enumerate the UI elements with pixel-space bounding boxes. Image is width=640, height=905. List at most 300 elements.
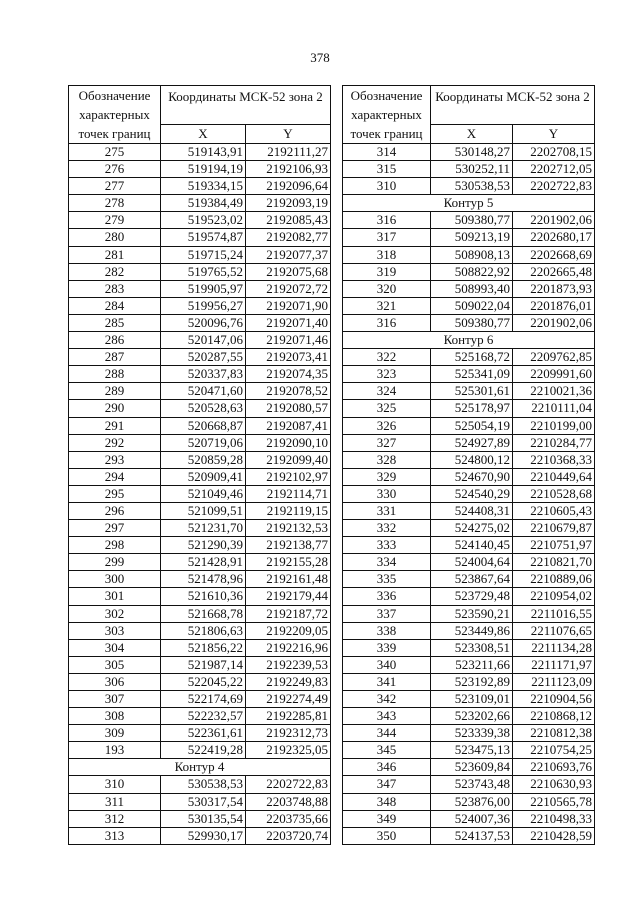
coord-y: 2192274,49 xyxy=(246,691,331,708)
point-number: 286 xyxy=(69,332,161,349)
table-row xyxy=(343,588,595,605)
point-number: 303 xyxy=(69,622,161,639)
table-row xyxy=(343,144,595,161)
point-number: 276 xyxy=(69,161,161,178)
point-number: 277 xyxy=(69,178,161,195)
point-number: 331 xyxy=(343,502,431,519)
coord-x: 525054,19 xyxy=(431,417,513,434)
coord-x: 520337,83 xyxy=(161,366,246,383)
table-row xyxy=(343,161,595,178)
point-number: 301 xyxy=(69,588,161,605)
point-number: 317 xyxy=(343,229,431,246)
table-row xyxy=(343,417,595,434)
header-designation: Обозначение характерных точек границ xyxy=(343,86,431,144)
coord-x: 521290,39 xyxy=(161,537,246,554)
point-number: 339 xyxy=(343,639,431,656)
point-number: 333 xyxy=(343,537,431,554)
table-row xyxy=(343,673,595,690)
table-row xyxy=(69,434,331,451)
coord-x: 525301,61 xyxy=(431,383,513,400)
coord-y: 2202708,15 xyxy=(513,144,595,161)
coord-y: 2192073,41 xyxy=(246,349,331,366)
table-row xyxy=(343,297,595,314)
table-row xyxy=(69,588,331,605)
table-row xyxy=(343,810,595,827)
coord-y: 2211076,65 xyxy=(513,622,595,639)
coord-x: 522045,22 xyxy=(161,673,246,690)
point-number: 321 xyxy=(343,297,431,314)
contour-row xyxy=(343,332,595,349)
coord-y: 2192179,44 xyxy=(246,588,331,605)
table-row xyxy=(343,263,595,280)
coord-x: 508993,40 xyxy=(431,280,513,297)
coord-x: 521428,91 xyxy=(161,554,246,571)
coord-x: 521231,70 xyxy=(161,520,246,537)
point-number: 282 xyxy=(69,263,161,280)
point-number: 280 xyxy=(69,229,161,246)
coord-y: 2210868,12 xyxy=(513,708,595,725)
coord-x: 522361,61 xyxy=(161,725,246,742)
coord-x: 520909,41 xyxy=(161,468,246,485)
point-number: 293 xyxy=(69,451,161,468)
coord-y: 2192099,40 xyxy=(246,451,331,468)
coord-x: 521668,78 xyxy=(161,605,246,622)
point-number: 328 xyxy=(343,451,431,468)
coord-x: 509380,77 xyxy=(431,314,513,331)
header-x: X xyxy=(161,124,246,143)
point-number: 295 xyxy=(69,485,161,502)
coord-x: 525178,97 xyxy=(431,400,513,417)
coord-x: 522232,57 xyxy=(161,708,246,725)
coord-x: 520719,06 xyxy=(161,434,246,451)
coord-y: 2192285,81 xyxy=(246,708,331,725)
table-body-left xyxy=(69,144,331,845)
point-number: 330 xyxy=(343,485,431,502)
coord-y: 2192138,77 xyxy=(246,537,331,554)
table-row xyxy=(343,520,595,537)
table-row xyxy=(343,178,595,195)
table-row xyxy=(343,537,595,554)
coord-x: 530148,27 xyxy=(431,144,513,161)
coord-y: 2192071,40 xyxy=(246,314,331,331)
coord-x: 524140,45 xyxy=(431,537,513,554)
coord-y: 2210812,38 xyxy=(513,725,595,742)
point-number: 332 xyxy=(343,520,431,537)
coord-y: 2210904,56 xyxy=(513,691,595,708)
coord-y: 2192161,48 xyxy=(246,571,331,588)
point-number: 299 xyxy=(69,554,161,571)
coord-y: 2192155,28 xyxy=(246,554,331,571)
coord-x: 523202,66 xyxy=(431,708,513,725)
coord-y: 2211123,09 xyxy=(513,673,595,690)
coord-y: 2192080,57 xyxy=(246,400,331,417)
coord-x: 508822,92 xyxy=(431,263,513,280)
table-row xyxy=(69,280,331,297)
coord-x: 519334,15 xyxy=(161,178,246,195)
table-row xyxy=(69,827,331,844)
coord-y: 2209762,85 xyxy=(513,349,595,366)
table-row xyxy=(69,810,331,827)
coord-x: 520287,55 xyxy=(161,349,246,366)
coord-y: 2192239,53 xyxy=(246,656,331,673)
point-number: 289 xyxy=(69,383,161,400)
coord-y: 2210630,93 xyxy=(513,776,595,793)
coord-y: 2210284,77 xyxy=(513,434,595,451)
coord-x: 520147,06 xyxy=(161,332,246,349)
coord-y: 2210199,00 xyxy=(513,417,595,434)
coord-x: 523339,38 xyxy=(431,725,513,742)
coord-y: 2211016,55 xyxy=(513,605,595,622)
table-row xyxy=(69,537,331,554)
table-row xyxy=(343,793,595,810)
point-number: 298 xyxy=(69,537,161,554)
table-row xyxy=(69,161,331,178)
table-row xyxy=(69,451,331,468)
coord-x: 519523,02 xyxy=(161,212,246,229)
point-number: 342 xyxy=(343,691,431,708)
coord-x: 519143,91 xyxy=(161,144,246,161)
point-number: 336 xyxy=(343,588,431,605)
coord-y: 2192216,96 xyxy=(246,639,331,656)
coord-x: 530317,54 xyxy=(161,793,246,810)
point-number: 307 xyxy=(69,691,161,708)
coord-y: 2210954,02 xyxy=(513,588,595,605)
coord-x: 521478,96 xyxy=(161,571,246,588)
coord-y: 2210605,43 xyxy=(513,502,595,519)
point-number: 347 xyxy=(343,776,431,793)
point-number: 345 xyxy=(343,742,431,759)
coord-x: 530135,54 xyxy=(161,810,246,827)
coord-y: 2201902,06 xyxy=(513,314,595,331)
point-number: 310 xyxy=(343,178,431,195)
table-row xyxy=(69,691,331,708)
coord-x: 524927,89 xyxy=(431,434,513,451)
point-number: 309 xyxy=(69,725,161,742)
coord-y: 2192249,83 xyxy=(246,673,331,690)
table-row xyxy=(343,725,595,742)
point-number: 316 xyxy=(343,314,431,331)
coord-y: 2201876,01 xyxy=(513,297,595,314)
coord-x: 519956,27 xyxy=(161,297,246,314)
coord-x: 524670,90 xyxy=(431,468,513,485)
table-row xyxy=(343,656,595,673)
coord-y: 2201902,06 xyxy=(513,212,595,229)
coord-x: 519765,52 xyxy=(161,263,246,280)
coord-y: 2192119,15 xyxy=(246,502,331,519)
contour-row xyxy=(343,195,595,212)
coord-x: 519905,97 xyxy=(161,280,246,297)
point-number: 300 xyxy=(69,571,161,588)
point-number: 285 xyxy=(69,314,161,331)
point-number: 334 xyxy=(343,554,431,571)
point-number: 320 xyxy=(343,280,431,297)
coord-y: 2192114,71 xyxy=(246,485,331,502)
point-number: 283 xyxy=(69,280,161,297)
coord-x: 523876,00 xyxy=(431,793,513,810)
coord-y: 2192325,05 xyxy=(246,742,331,759)
point-number: 335 xyxy=(343,571,431,588)
coord-x: 521856,22 xyxy=(161,639,246,656)
point-number: 306 xyxy=(69,673,161,690)
coord-y: 2192106,93 xyxy=(246,161,331,178)
coord-y: 2202722,83 xyxy=(246,776,331,793)
point-number: 308 xyxy=(69,708,161,725)
table-row xyxy=(69,246,331,263)
point-number: 344 xyxy=(343,725,431,742)
table-row xyxy=(69,673,331,690)
point-number: 287 xyxy=(69,349,161,366)
coord-y: 2192312,73 xyxy=(246,725,331,742)
table-row xyxy=(69,400,331,417)
table-row xyxy=(343,759,595,776)
table-row xyxy=(343,639,595,656)
table-row xyxy=(343,468,595,485)
coord-y: 2210111,04 xyxy=(513,400,595,417)
table-row xyxy=(343,434,595,451)
coord-x: 509213,19 xyxy=(431,229,513,246)
point-number: 329 xyxy=(343,468,431,485)
coord-x: 523729,48 xyxy=(431,588,513,605)
coord-x: 525168,72 xyxy=(431,349,513,366)
point-number: 279 xyxy=(69,212,161,229)
point-number: 288 xyxy=(69,366,161,383)
table-row xyxy=(343,691,595,708)
coord-y: 2192209,05 xyxy=(246,622,331,639)
table-row xyxy=(343,212,595,229)
coord-x: 524540,29 xyxy=(431,485,513,502)
coord-x: 524137,53 xyxy=(431,827,513,844)
table-row xyxy=(343,605,595,622)
point-number: 337 xyxy=(343,605,431,622)
table-row xyxy=(69,366,331,383)
point-number: 348 xyxy=(343,793,431,810)
coord-x: 524800,12 xyxy=(431,451,513,468)
table-row xyxy=(69,793,331,810)
point-number: 316 xyxy=(343,212,431,229)
coord-x: 524007,36 xyxy=(431,810,513,827)
coord-y: 2210368,33 xyxy=(513,451,595,468)
point-number: 304 xyxy=(69,639,161,656)
coord-y: 2192085,43 xyxy=(246,212,331,229)
coord-y: 2192132,53 xyxy=(246,520,331,537)
table-row xyxy=(69,622,331,639)
coord-x: 523449,86 xyxy=(431,622,513,639)
table-row xyxy=(69,314,331,331)
coord-y: 2210565,78 xyxy=(513,793,595,810)
coord-y: 2211134,28 xyxy=(513,639,595,656)
coordinates-table-left xyxy=(68,85,331,845)
point-number: 338 xyxy=(343,622,431,639)
point-number: 284 xyxy=(69,297,161,314)
coord-x: 524408,31 xyxy=(431,502,513,519)
point-number: 341 xyxy=(343,673,431,690)
table-row xyxy=(343,776,595,793)
table-row xyxy=(69,195,331,212)
coordinates-table-right xyxy=(342,85,595,845)
coord-y: 2192072,72 xyxy=(246,280,331,297)
coord-y: 2210679,87 xyxy=(513,520,595,537)
coord-x: 523743,48 xyxy=(431,776,513,793)
table-row xyxy=(343,485,595,502)
table-row xyxy=(69,468,331,485)
table-row xyxy=(343,383,595,400)
table-row xyxy=(69,178,331,195)
point-number: 314 xyxy=(343,144,431,161)
table-row xyxy=(69,639,331,656)
table-row xyxy=(343,622,595,639)
coord-y: 2192082,77 xyxy=(246,229,331,246)
point-number: 275 xyxy=(69,144,161,161)
table-row xyxy=(69,554,331,571)
point-number: 296 xyxy=(69,502,161,519)
coord-x: 519384,49 xyxy=(161,195,246,212)
point-number: 311 xyxy=(69,793,161,810)
point-number: 310 xyxy=(69,776,161,793)
coord-x: 521049,46 xyxy=(161,485,246,502)
contour-label: Контур 5 xyxy=(343,195,595,212)
table-row xyxy=(69,297,331,314)
table-row xyxy=(69,212,331,229)
header-coordinates: Координаты МСК-52 зона 2 xyxy=(161,86,331,125)
coord-y: 2203748,88 xyxy=(246,793,331,810)
coord-x: 524275,02 xyxy=(431,520,513,537)
table-row xyxy=(69,349,331,366)
coord-y: 2210021,36 xyxy=(513,383,595,400)
coord-y: 2210428,59 xyxy=(513,827,595,844)
point-number: 343 xyxy=(343,708,431,725)
header-designation: Обозначение характерных точек границ xyxy=(69,86,161,144)
coord-x: 523308,51 xyxy=(431,639,513,656)
point-number: 350 xyxy=(343,827,431,844)
coord-x: 530538,53 xyxy=(431,178,513,195)
coord-y: 2203720,74 xyxy=(246,827,331,844)
table-row xyxy=(69,417,331,434)
coord-y: 2210528,68 xyxy=(513,485,595,502)
table-row xyxy=(343,349,595,366)
table-row xyxy=(343,246,595,263)
coord-x: 522174,69 xyxy=(161,691,246,708)
table-row xyxy=(343,451,595,468)
table-row xyxy=(69,708,331,725)
table-row xyxy=(343,366,595,383)
point-number: 326 xyxy=(343,417,431,434)
table-row xyxy=(343,742,595,759)
table-row xyxy=(69,725,331,742)
coord-x: 530538,53 xyxy=(161,776,246,793)
coord-y: 2210751,97 xyxy=(513,537,595,554)
coord-x: 520859,28 xyxy=(161,451,246,468)
point-number: 297 xyxy=(69,520,161,537)
point-number: 305 xyxy=(69,656,161,673)
coord-x: 523867,64 xyxy=(431,571,513,588)
contour-row xyxy=(69,759,331,776)
coord-y: 2192187,72 xyxy=(246,605,331,622)
point-number: 340 xyxy=(343,656,431,673)
table-row xyxy=(69,656,331,673)
table-row xyxy=(343,827,595,844)
coord-y: 2210821,70 xyxy=(513,554,595,571)
table-row xyxy=(343,571,595,588)
coord-y: 2192077,37 xyxy=(246,246,331,263)
coord-y: 2202668,69 xyxy=(513,246,595,263)
coord-x: 520528,63 xyxy=(161,400,246,417)
coord-y: 2192093,19 xyxy=(246,195,331,212)
page-number: 378 xyxy=(310,50,330,65)
table-row xyxy=(343,708,595,725)
coord-x: 523590,21 xyxy=(431,605,513,622)
coord-y: 2209991,60 xyxy=(513,366,595,383)
coord-y: 2210498,33 xyxy=(513,810,595,827)
coord-y: 2210693,76 xyxy=(513,759,595,776)
header-y: Y xyxy=(246,124,331,143)
coord-x: 519194,19 xyxy=(161,161,246,178)
coord-y: 2203735,66 xyxy=(246,810,331,827)
table-row xyxy=(69,332,331,349)
coord-x: 520471,60 xyxy=(161,383,246,400)
table-row xyxy=(69,485,331,502)
coord-x: 523211,66 xyxy=(431,656,513,673)
point-number: 193 xyxy=(69,742,161,759)
coord-y: 2192074,35 xyxy=(246,366,331,383)
coord-x: 509380,77 xyxy=(431,212,513,229)
point-number: 315 xyxy=(343,161,431,178)
coord-x: 522419,28 xyxy=(161,742,246,759)
header-coordinates: Координаты МСК-52 зона 2 xyxy=(431,86,595,125)
coord-x: 524004,64 xyxy=(431,554,513,571)
coord-y: 2192111,27 xyxy=(246,144,331,161)
coord-x: 523109,01 xyxy=(431,691,513,708)
coord-y: 2210754,25 xyxy=(513,742,595,759)
coord-x: 519574,87 xyxy=(161,229,246,246)
coord-y: 2192090,10 xyxy=(246,434,331,451)
coord-x: 530252,11 xyxy=(431,161,513,178)
point-number: 319 xyxy=(343,263,431,280)
point-number: 302 xyxy=(69,605,161,622)
coord-x: 509022,04 xyxy=(431,297,513,314)
coord-x: 521806,63 xyxy=(161,622,246,639)
point-number: 349 xyxy=(343,810,431,827)
point-number: 291 xyxy=(69,417,161,434)
coord-x: 508908,13 xyxy=(431,246,513,263)
coord-y: 2202680,17 xyxy=(513,229,595,246)
coord-y: 2192102,97 xyxy=(246,468,331,485)
point-number: 318 xyxy=(343,246,431,263)
coord-y: 2192071,90 xyxy=(246,297,331,314)
point-number: 322 xyxy=(343,349,431,366)
header-y: Y xyxy=(513,124,595,143)
table-row xyxy=(69,520,331,537)
coord-x: 521610,36 xyxy=(161,588,246,605)
coord-x: 519715,24 xyxy=(161,246,246,263)
point-number: 313 xyxy=(69,827,161,844)
point-number: 327 xyxy=(343,434,431,451)
point-number: 290 xyxy=(69,400,161,417)
point-number: 281 xyxy=(69,246,161,263)
coord-x: 521987,14 xyxy=(161,656,246,673)
coord-x: 523475,13 xyxy=(431,742,513,759)
table-row xyxy=(343,502,595,519)
coord-x: 523609,84 xyxy=(431,759,513,776)
table-row xyxy=(69,383,331,400)
coord-x: 520668,87 xyxy=(161,417,246,434)
point-number: 312 xyxy=(69,810,161,827)
table-row xyxy=(69,571,331,588)
table-row xyxy=(69,742,331,759)
table-row xyxy=(343,314,595,331)
header-x: X xyxy=(431,124,513,143)
point-number: 346 xyxy=(343,759,431,776)
coord-x: 529930,17 xyxy=(161,827,246,844)
